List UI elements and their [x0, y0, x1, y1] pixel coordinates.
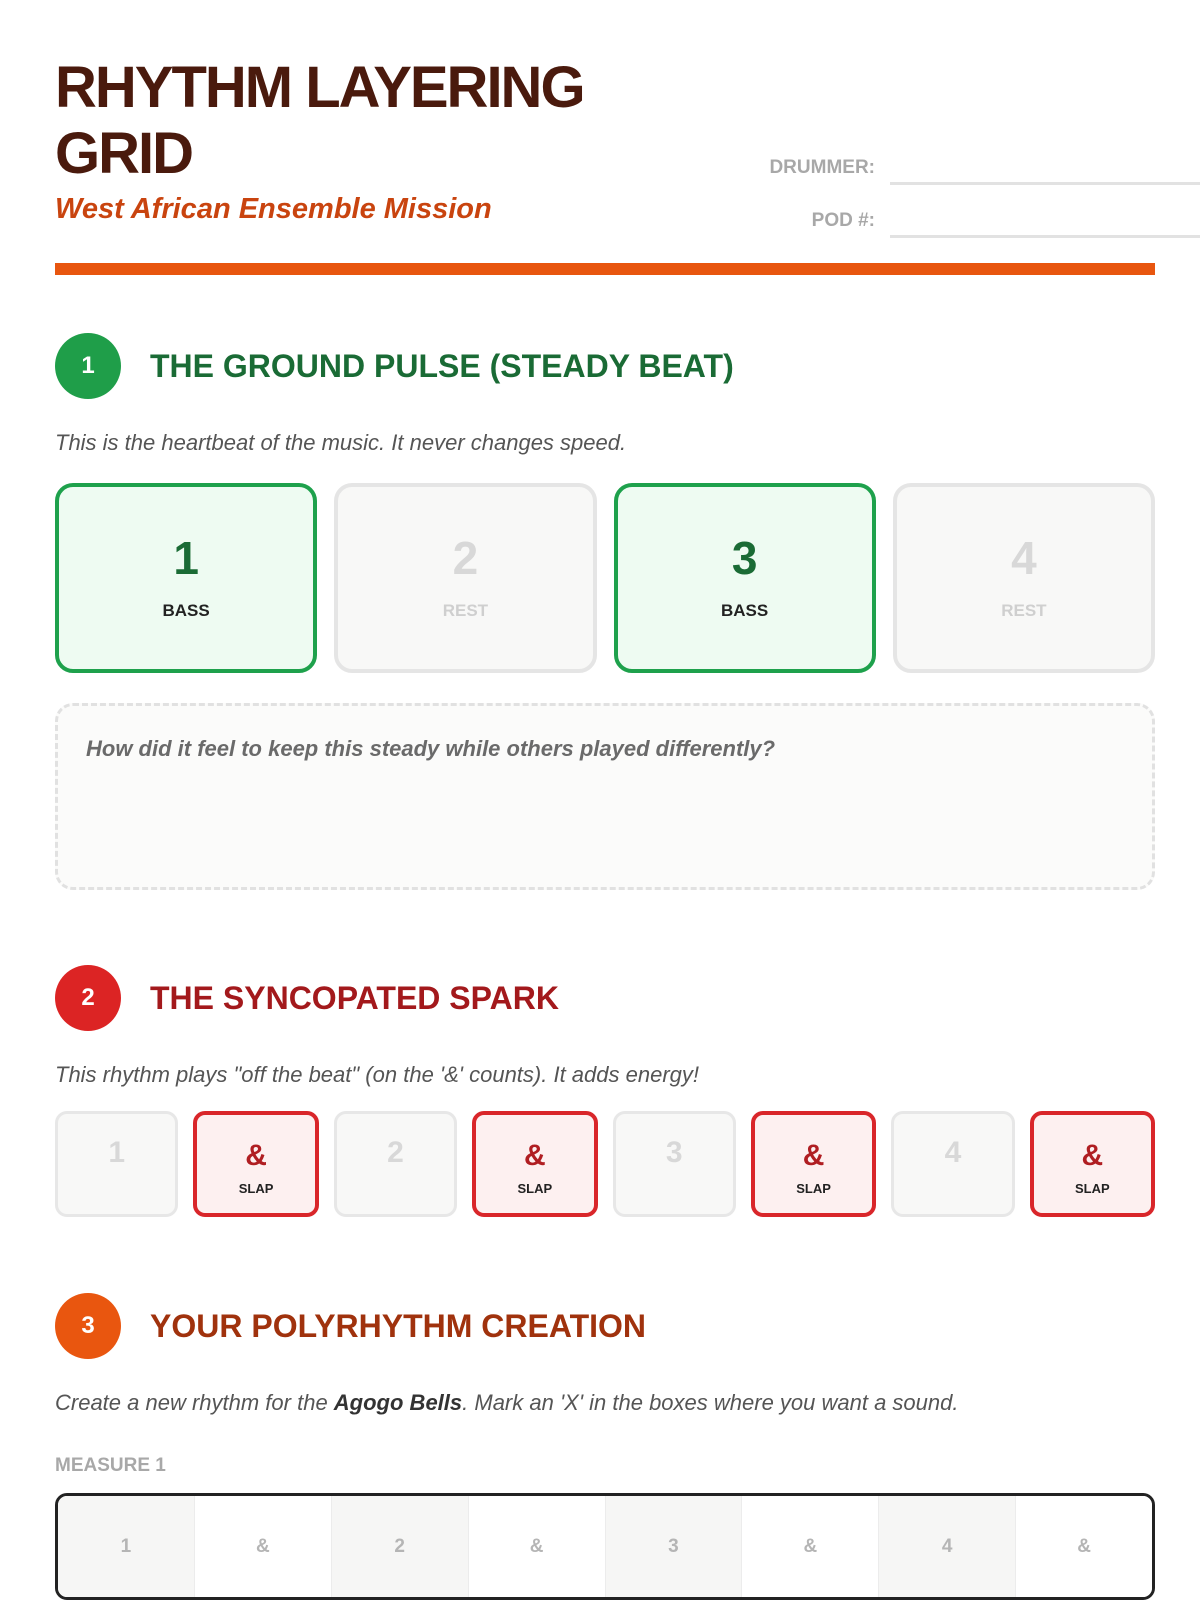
drummer-input-line[interactable]: [890, 182, 1200, 185]
spark-count-3: [613, 1111, 736, 1217]
measure-box[interactable]: &: [195, 1496, 332, 1597]
spark-count-4: [891, 1111, 1014, 1217]
count-number: 1: [108, 1136, 126, 1169]
beat-label: REST: [442, 601, 489, 620]
count-number: 3: [665, 1136, 683, 1169]
measure-box[interactable]: 1: [58, 1496, 195, 1597]
measure-label: MEASURE 1: [55, 1455, 166, 1476]
section-1-description: This is the heartbeat of the music. It never changes speed.: [55, 430, 627, 455]
count-label: SLAP: [796, 1181, 831, 1196]
page-subtitle: West African Ensemble Mission: [55, 193, 492, 225]
beat-number: 3: [731, 532, 758, 584]
spark-count-1: [55, 1111, 178, 1217]
section-3-description: [55, 1390, 958, 1416]
spark-count-and-2: [472, 1111, 597, 1217]
count-label: SLAP: [517, 1181, 553, 1196]
section-2-badge: 2: [55, 965, 121, 1031]
count-label: SLAP: [238, 1181, 274, 1196]
instrument-name: Agogo Bells: [333, 1390, 463, 1415]
header-divider: [55, 263, 1155, 275]
section-1-title: THE GROUND PULSE (STEADY BEAT): [150, 348, 734, 384]
description-text: . Mark an 'X' in the boxes where you want a sound.: [462, 1390, 959, 1415]
section-1-badge: 1: [55, 333, 121, 399]
pulse-beat-1: [55, 483, 317, 673]
page-title: [55, 55, 675, 187]
count-number: &: [802, 1139, 825, 1172]
count-number: &: [245, 1139, 267, 1172]
spark-count-2: [334, 1111, 457, 1217]
measure-box[interactable]: 3: [606, 1496, 743, 1597]
drummer-field: [695, 147, 1200, 187]
measure-box[interactable]: &: [742, 1496, 879, 1597]
section-2-title: THE SYNCOPATED SPARK: [150, 980, 559, 1016]
count-number: &: [1081, 1139, 1104, 1172]
worksheet-header: [55, 55, 1155, 275]
ground-pulse-grid: [55, 483, 1155, 673]
beat-number: 2: [452, 532, 479, 584]
spark-count-and-3: [751, 1111, 876, 1217]
description-text: Create a new rhythm for the: [55, 1390, 334, 1415]
reflection-answer-box[interactable]: [55, 703, 1155, 890]
pulse-beat-4: [893, 483, 1155, 673]
beat-label: BASS: [721, 601, 769, 620]
pod-input-line[interactable]: [890, 235, 1200, 238]
count-number: 2: [387, 1136, 404, 1169]
spark-count-and-4: [1030, 1111, 1155, 1217]
pod-label: POD #:: [811, 210, 875, 231]
title-line-1: RHYTHM LAYERING: [55, 55, 584, 120]
beat-number: 1: [173, 532, 199, 584]
beat-label: REST: [1001, 601, 1047, 620]
syncopated-spark-grid: [55, 1111, 1155, 1217]
pulse-beat-2: [334, 483, 596, 673]
section-3-badge: 3: [55, 1293, 121, 1359]
section-3-title: YOUR POLYRHYTHM CREATION: [150, 1308, 647, 1344]
pulse-beat-3: [614, 483, 876, 673]
spark-count-and-1: [193, 1111, 318, 1217]
measure-box[interactable]: &: [469, 1496, 606, 1597]
measure-box[interactable]: 2: [332, 1496, 469, 1597]
measure-box[interactable]: &: [1016, 1496, 1152, 1597]
title-line-2: GRID: [55, 121, 192, 186]
count-number: 4: [944, 1136, 962, 1169]
measure-box[interactable]: 4: [879, 1496, 1016, 1597]
reflection-question: How did it feel to keep this steady while others played differently?: [86, 736, 776, 761]
pod-field: [695, 200, 1200, 240]
count-number: &: [523, 1139, 546, 1172]
section-2-description: This rhythm plays "off the beat" (on the '&' counts). It adds energy!: [55, 1062, 700, 1087]
count-label: SLAP: [1074, 1181, 1110, 1196]
beat-number: 4: [1011, 532, 1037, 584]
beat-label: BASS: [162, 601, 210, 620]
measure-1-grid: [55, 1493, 1155, 1600]
drummer-label: DRUMMER:: [769, 157, 875, 178]
